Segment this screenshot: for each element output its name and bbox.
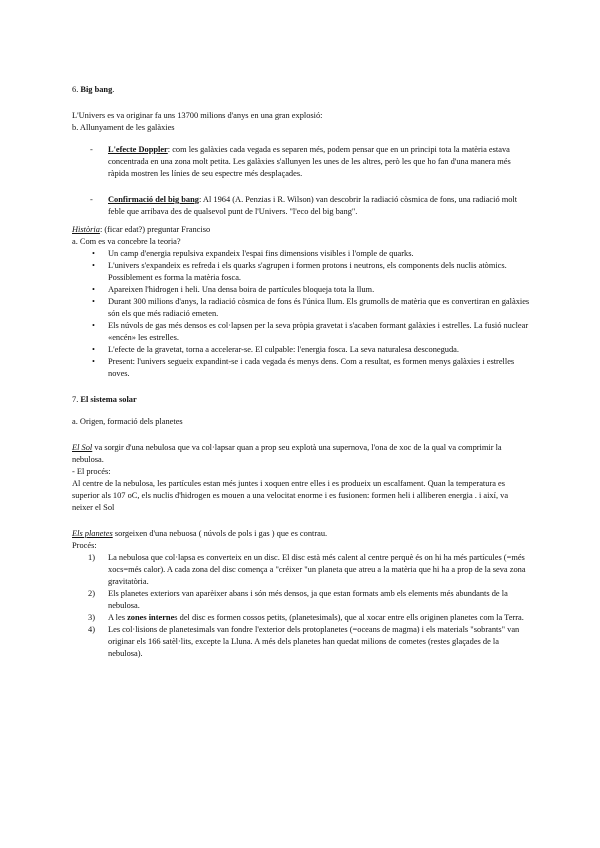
bullet-confirmacio [72,194,530,218]
section-title: El sistema solar [80,395,137,404]
list-item [72,612,530,624]
intro-text: L'Univers es va originar fa uns 13700 milions d'anys en una gran explosió: [72,111,323,120]
bullet-term: Confirmació del big bang [108,195,199,204]
list-item: • Els núvols de gas més densos es col·lapsen per la seva pròpia gravetat i s'acaben formant galàxies i estrelles. La fusió nuclear «encén» les estrelles. [72,320,530,344]
proces-paragraph: Al centre de la nebulosa, les partícules estan més juntes i xoquen entre elles i es produeix un escalfament. Quan la temperatura es superior als 107 oC, els nuclis d'hidrogen es mouen a una velocitat enorme i es fusionen: formen heli i alliberen energia . i així, va neixer el Sol [72,479,509,512]
list-item: • Present: l'univers segueix expandint-se i cada vegada és menys dens. Com a resultat, es formen menys galàxies i estrelles noves. [72,356,530,380]
planetes-text: sorgeixen d'una nebuosa ( núvols de pols i gas ) que es contrau. [112,529,328,538]
section-title: Big bang [80,85,113,94]
historia-line [72,224,530,236]
proces-dash: - El procés: [72,467,111,476]
section-7-heading [72,394,530,406]
bullet-term: L'efecte Doppler [108,145,168,154]
item-text: A les [108,613,128,622]
historia-label: Història [72,225,100,234]
list-item: • Un camp d'energia repulsiva expandeix l'espai fins dimensions visibles i l'omple de quarks. [72,248,530,260]
bullet-text: : com les galàxies cada vegada es separen més, podem pensar que en un principi tota la matèria estava concentrada en una zona molt petita. Les galàxies s'allunyen les unes de les altres, però les que ho fan d'una manera més ràpida mostren les línies de seu espectre més desplaçades. [108,145,511,178]
sol-text: va sorgir d'una nebulosa que va col·lapsar quan a prop seu explotà una supernova, l'ona de xoc de la qual va comprimir la nebulosa. [72,443,502,464]
list-item: • Apareixen l'hidrogen i heli. Una densa boira de partícules bloqueja tota la llum. [72,284,530,296]
sol-paragraph [72,442,530,466]
list-item [72,624,530,660]
subheading-b: b. Allunyament de les galàxies [72,123,175,132]
theory-steps-list [72,248,530,380]
proces-label: Procés: [72,541,97,550]
title-dot: . [112,85,115,94]
item-number: 4) [88,625,95,634]
historia-text: : (ficar edat?) preguntar Franciso [99,225,211,234]
list-item [72,588,530,612]
sol-label: El Sol [72,443,93,452]
list-item [72,552,530,588]
item-text: s del disc es formen cossos petits, (planetesimals), que al xocar entre ells originen planetes com la Terra. [174,613,524,622]
section-number: 6. [72,85,79,94]
planet-formation-list [72,552,530,660]
item-text: Els planetes exteriors van aparèixer abans i són més densos, ja que estan formats amb els elements més abundants de la nebulosa. [108,589,508,610]
bullet-text: : Al 1964 (A. Penzias i R. Wilson) van descobrir la radiació còsmica de fons, una radiació molt feble que arribava des de qualsevol punt de l'Univers. "l'eco del big bang". [108,195,518,216]
planetes-label: Els planetes [72,529,113,538]
list-item: • Durant 300 milions d'anys, la radiació còsmica de fons és l'única llum. Els grumolls de matèria que es convertiran en galàxies són els que més radiació emeten. [72,296,530,320]
item-number: 2) [88,589,95,598]
item-bold-text: zones interne [127,613,175,622]
subheading-origen: a. Origen, formació dels planetes [72,417,183,426]
planetes-paragraph [72,528,530,540]
item-text: Les col·lisions de planetesimals van fondre l'exterior dels protoplanetes (=oceans de magma) i els materials "sobrants" van originar els 166 satèl·lits, excepte la Lluna. A més dels planetes han quedat milions de cometes (restes glaçades de la nebulosa). [108,625,520,658]
list-item: • L'univers s'expandeix es refreda i els quarks s'agrupen i formen protons i neutrons, els components dels nuclis atòmics. Possiblement es forma la matèria fosca. [72,260,530,284]
list-item: • L'efecte de la gravetat, torna a accelerar-se. El culpable: l'energia fosca. La seva naturalesa desconeguda. [72,344,530,356]
section-number: 7. [72,395,79,404]
document-page [72,84,530,660]
subheading-a: a. Com es va concebre la teoria? [72,237,181,246]
bullet-doppler [72,144,530,180]
section-6-heading [72,84,530,96]
item-number: 1) [88,553,95,562]
item-number: 3) [88,613,95,622]
item-text: La nebulosa que col·lapsa es converteix en un disc. El disc està més calent al centre perquè és on hi ha més partícules (=més xocs=més calor). A cada zona del disc comença a "créixer "un planeta que atreu a la matèria que hi ha a prop de la seva zona gravitatòria. [108,553,526,586]
